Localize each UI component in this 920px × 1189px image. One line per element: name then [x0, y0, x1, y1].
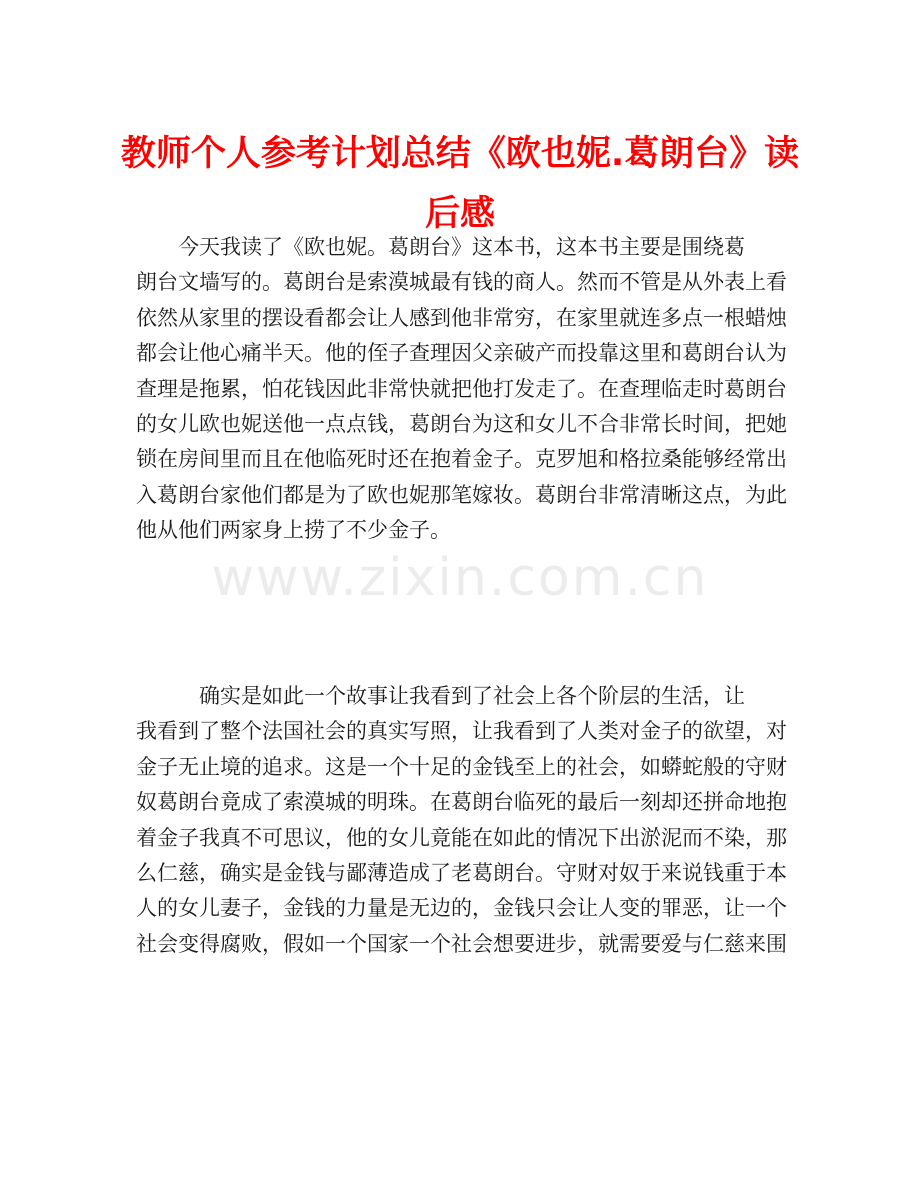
text-line: 社会变得腐败，假如一个国家一个社会想要进步，就需要爱与仁慈来围 — [136, 931, 787, 956]
title-line-1: 教师个人参考计划总结《欧也妮.葛朗台》读 — [120, 134, 800, 174]
text-line: 他从他们两家身上捞了不少金子。 — [136, 518, 451, 543]
text-line: 都会让他心痛半天。他的侄子查理因父亲破产而投靠这里和葛朗台认为 — [136, 341, 787, 366]
text-line: 查理是拖累，怕花钱因此非常快就把他打发走了。在查理临走时葛朗台 — [136, 376, 787, 401]
text-line: 锁在房间里而且在他临死时还在抱着金子。克罗旭和格拉桑能够经常出 — [136, 447, 787, 472]
title-line-2: 后感 — [424, 194, 495, 234]
watermark: www.zixin.com.cn — [211, 548, 709, 608]
text-line: 的女儿欧也妮送他一点点钱，葛朗台为这和女儿不合非常长时间，把她 — [136, 412, 787, 437]
text-line: 入葛朗台家他们都是为了欧也妮那笔嫁妆。葛朗台非常清晰这点，为此 — [136, 482, 787, 507]
text-line: 朗台文墙写的。葛朗台是索漠城最有钱的商人。然而不管是从外表上看 — [136, 270, 787, 295]
text-line: 奴葛朗台竟成了索漠城的明珠。在葛朗台临死的最后一刻却还拼命地抱 — [136, 790, 787, 815]
paragraph-1 — [136, 230, 787, 549]
document-title — [120, 124, 800, 244]
text-line: 依然从家里的摆设看都会让人感到他非常穷，在家里就连多点一根蜡烛 — [136, 305, 787, 330]
text-line: 金子无止境的追求。这是一个十足的金钱至上的社会，如蟒蛇般的守财 — [136, 754, 787, 779]
text-line: 我看到了整个法国社会的真实写照，让我看到了人类对金子的欲望，对 — [136, 719, 787, 744]
paragraph-2 — [136, 679, 787, 962]
text-line: 着金子我真不可思议，他的女儿竟能在如此的情况下出淤泥而不染，那 — [136, 825, 787, 850]
text-line: 确实是如此一个故事让我看到了社会上各个阶层的生活，让 — [136, 684, 745, 708]
text-line: 么仁慈，确实是金钱与鄙薄造成了老葛朗台。守财对奴于来说钱重于本 — [136, 861, 787, 886]
text-line: 今天我读了《欧也妮。葛朗台》这本书，这本书主要是围绕葛 — [136, 235, 745, 259]
text-line: 人的女儿妻子，金钱的力量是无边的，金钱只会让人变的罪恶，让一个 — [136, 896, 787, 921]
